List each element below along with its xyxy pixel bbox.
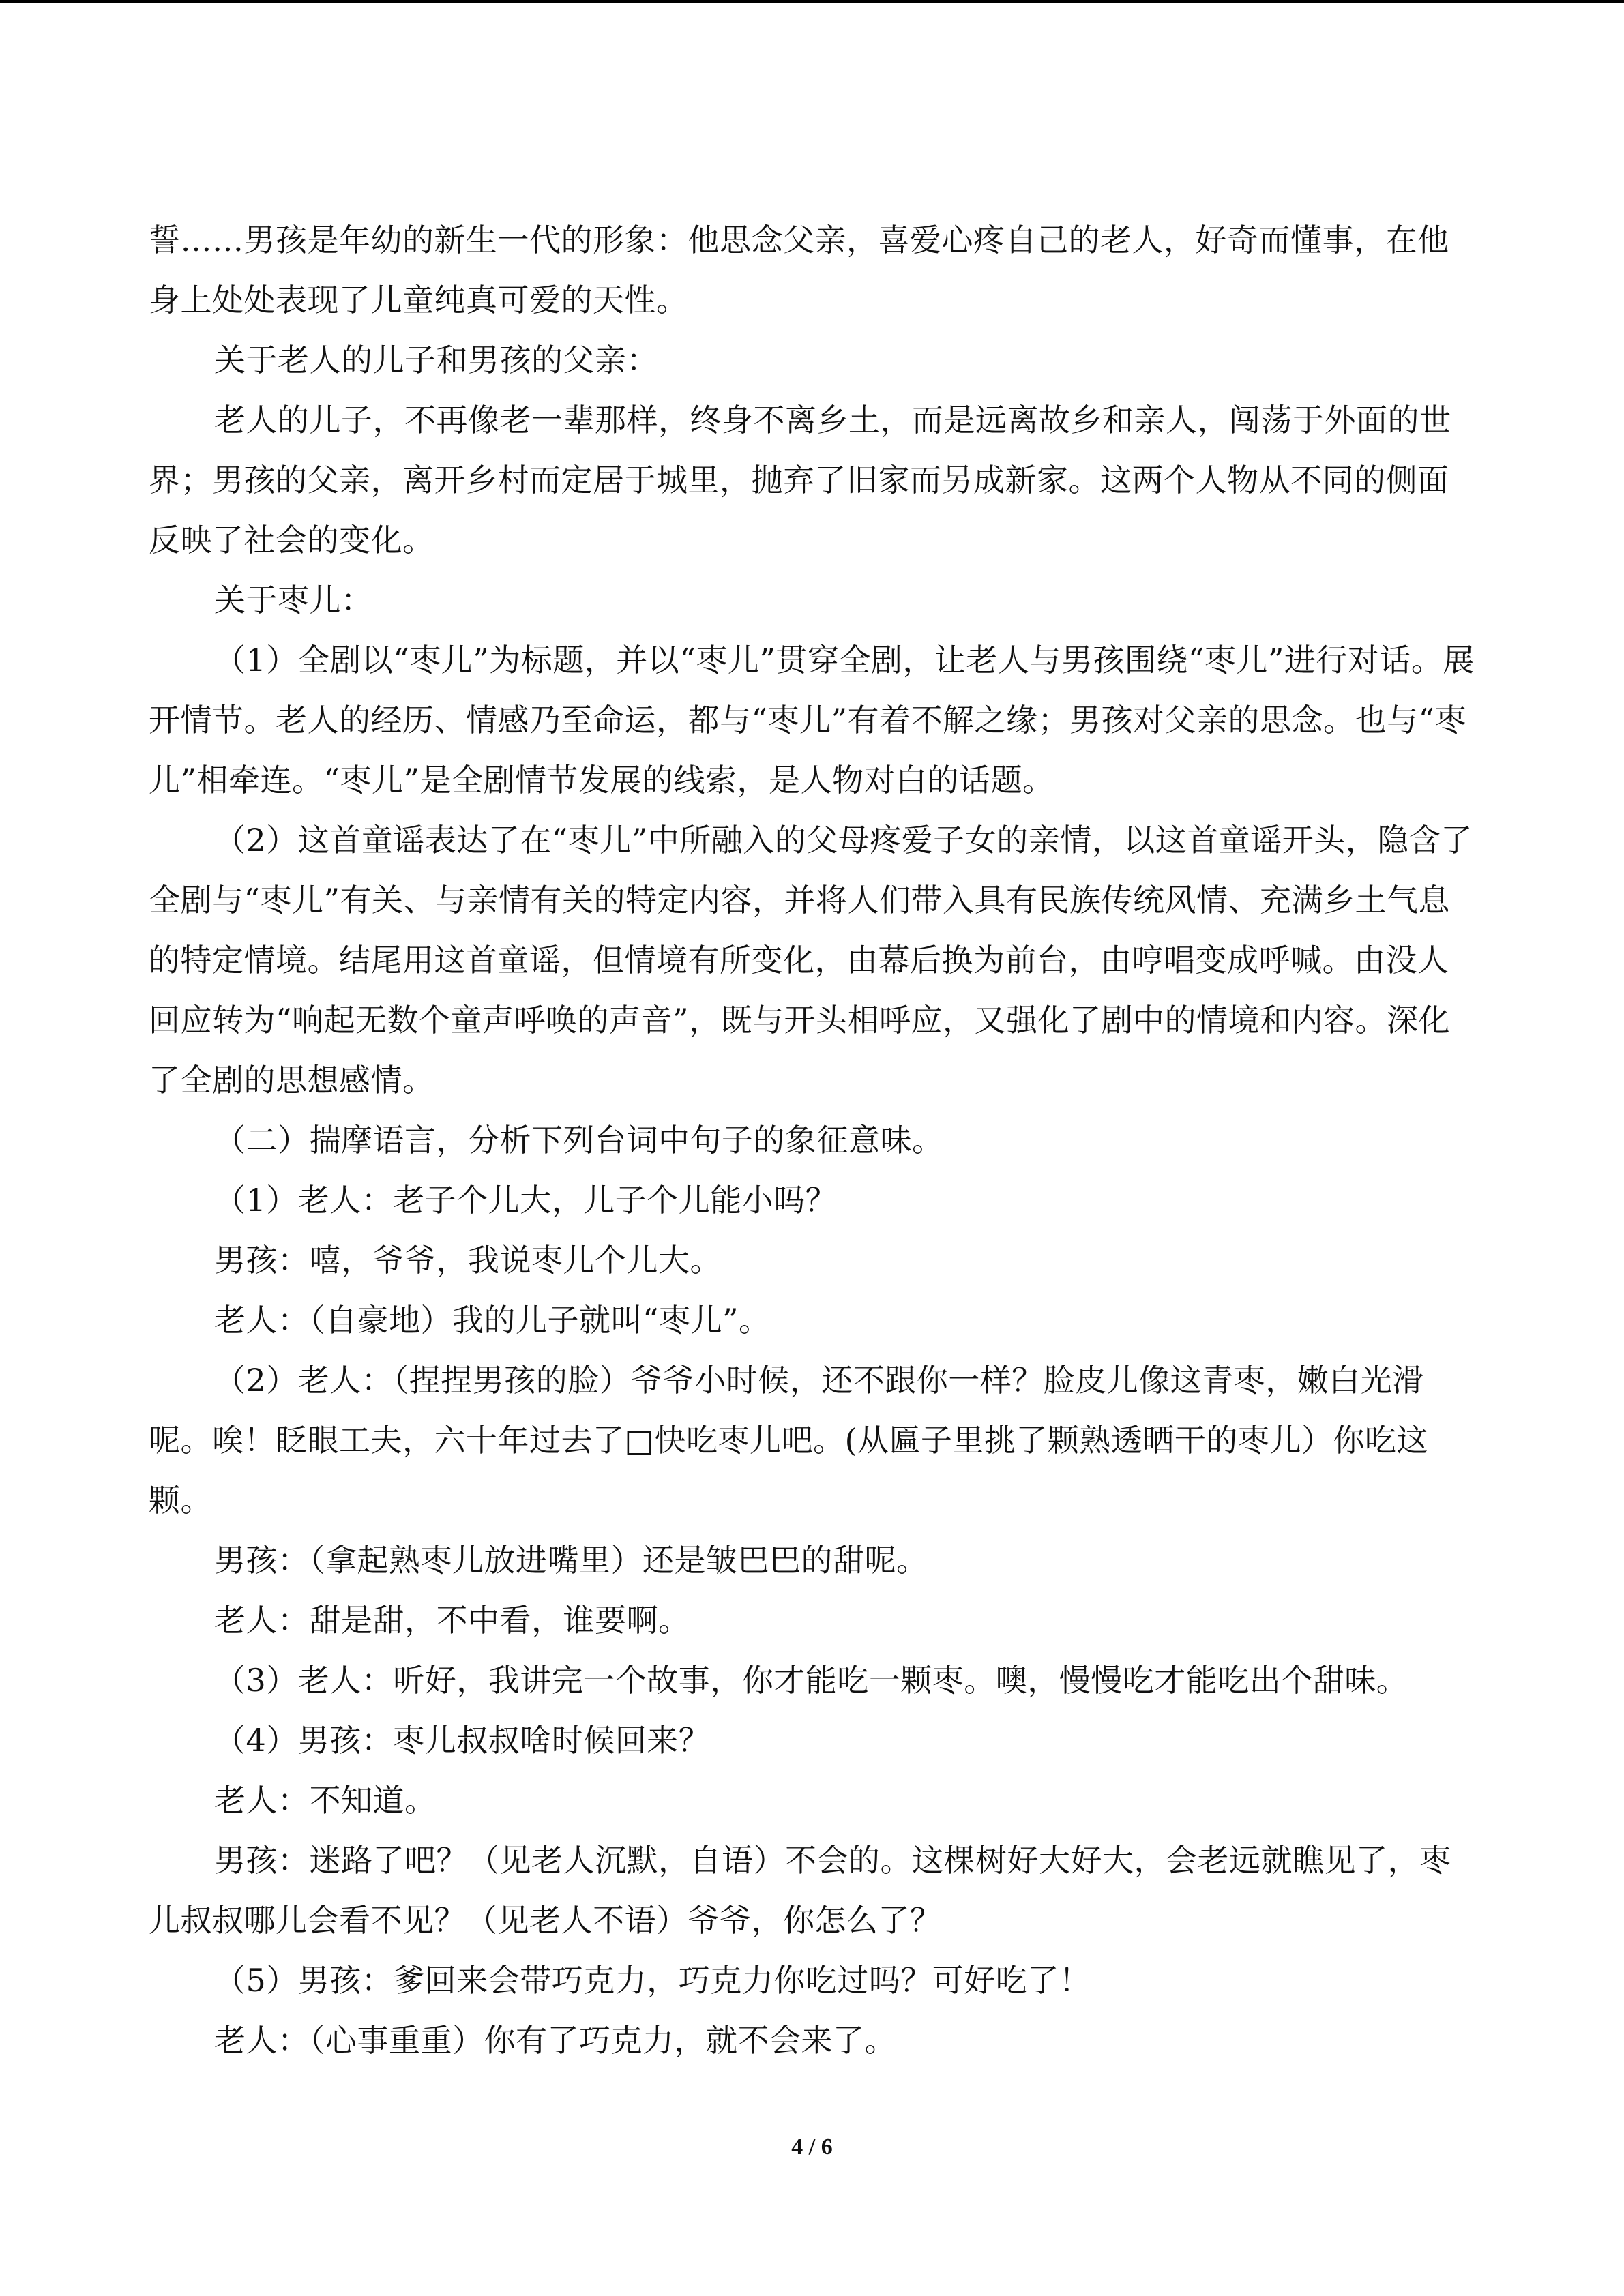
dialogue-line: （5）男孩：爹回来会带巧克力，巧克力你吃过吗？可好吃了！ [214,1962,1091,1999]
dialogue-line: 老人：（自豪地）我的儿子就叫“枣儿”。 [214,1302,771,1339]
section-heading: （二）揣摩语言，分析下列台词中句子的象征意味。 [214,1122,944,1159]
paragraph: 关于老人的儿子和男孩的父亲： [214,342,658,378]
dialogue-line: 老人：甜是甜，不中看，谁要啊。 [214,1602,690,1639]
dialogue-line: （4）男孩：枣儿叔叔啥时候回来？ [214,1722,711,1759]
dialogue-line: （2）老人：（捏捏男孩的脸）爷爷小时候，还不跟你一样？脸皮儿像这青枣，嫩白光滑呢。唉！眨眼工夫，六十年过去了□快吃枣儿吧。(从匾子里挑了颗熟透晒干的枣儿）你吃这颗。 [149,1362,1428,1519]
paragraph: 誓……男孩是年幼的新生一代的形象：他思念父亲，喜爱心疼自己的老人，好奇而懂事，在他身上处处表现了儿童纯真可爱的天性。 [149,222,1449,318]
dialogue-line: 老人：不知道。 [214,1782,437,1819]
dialogue-line: （3）老人：听好，我讲完一个故事，你才能吃一颗枣。噢，慢慢吃才能吃出个甜味。 [214,1662,1408,1699]
paragraph: （1）全剧以“枣儿”为标题，并以“枣儿”贯穿全剧，让老人与男孩围绕“枣儿”进行对话。展开情节。老人的经历、情感乃至命运，都与“枣儿”有着不解之缘；男孩对父亲的思念。也与“枣儿”相牵连。“枣儿”是全剧情节发展的线索，是人物对白的话题。 [149,642,1475,799]
top-border-line [0,0,1624,3]
paragraph: （2）这首童谣表达了在“枣儿”中所融入的父母疼爱子女的亲情，以这首童谣开头，隐含了全剧与“枣儿”有关、与亲情有关的特定内容，并将人们带入具有民族传统风情、充满乡土气息的特定情境。结尾用这首童谣，但情境有所变化，由幕后换为前台，由哼唱变成呼喊。由没人回应转为“响起无数个童声呼唤的声音”，既与开头相呼应，又强化了剧中的情境和内容。深化了全剧的思想感情。 [149,822,1473,1099]
page-number: 4 / 6 [791,2134,833,2160]
dialogue-line: 男孩：嘻，爷爷，我说枣儿个儿大。 [214,1242,722,1279]
dialogue-line: （1）老人：老子个儿大，儿子个儿能小吗？ [214,1182,838,1219]
paragraph: 关于枣儿： [214,582,373,618]
dialogue-line: 老人：（心事重重）你有了巧克力，就不会来了。 [214,2022,896,2059]
dialogue-line: 男孩：迷路了吧？（见老人沉默，自语）不会的。这棵树好大好大，会老远就瞧见了，枣儿叔叔哪儿会看不见？（见老人不语）爷爷，你怎么了？ [149,1842,1451,1939]
paragraph: 老人的儿子，不再像老一辈那样，终身不离乡土，而是远离故乡和亲人，闯荡于外面的世界；男孩的父亲，离开乡村而定居于城里，抛弃了旧家而另成新家。这两个人物从不同的侧面反映了社会的变化。 [149,402,1451,558]
document-body [149,210,1479,2070]
dialogue-line: 男孩：（拿起熟枣儿放进嘴里）还是皱巴巴的甜呢。 [214,1542,928,1579]
